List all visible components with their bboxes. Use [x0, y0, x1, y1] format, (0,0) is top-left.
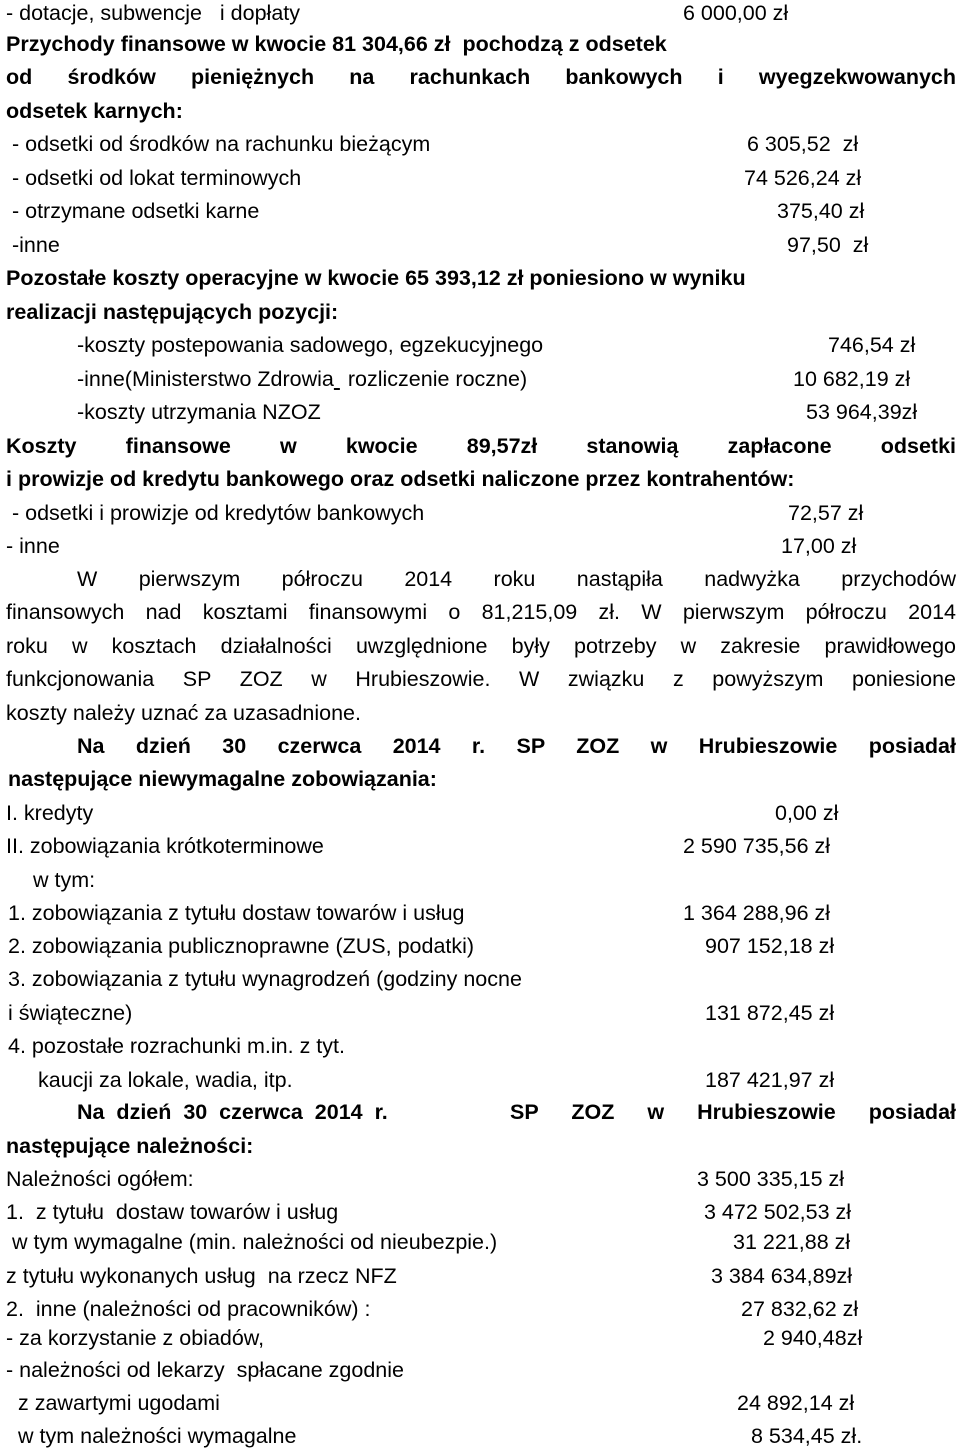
interest-current-account-label: - odsetki od środków na rachunku bieżącym: [6, 132, 431, 156]
loan-interest-label: - odsetki i prowizje od kredytów bankowych: [6, 501, 425, 525]
public-liabilities-value: 907 152,18 zł: [705, 934, 835, 958]
operating-costs-heading-line: realizacji następujących pozycji:: [6, 300, 339, 324]
ministry-settlement-label-part: rozliczenie roczne): [347, 367, 528, 391]
supply-receivables-label: 1. z tytułu dostaw towarów i usług: [6, 1200, 339, 1224]
lunch-receivables-label: - za korzystanie z obiadów,: [6, 1326, 265, 1350]
total-receivables-value: 3 500 335,15 zł: [697, 1167, 845, 1191]
liabilities-heading-line: następujące niewymagalne zobowiązania:: [8, 767, 437, 791]
employee-receivables-value: 27 832,62 zł: [741, 1297, 859, 1321]
total-receivables-label: Należności ogółem:: [6, 1167, 194, 1191]
financial-revenue-heading: Przychody finansowe w kwocie 81 304,66 zł pochodzą z odsetek: [6, 32, 667, 56]
surplus-paragraph-line: funkcjonowania SP ZOZ w Hrubieszowie. W związku z powyższym poniesione: [6, 667, 956, 691]
loan-interest-value: 72,57 zł: [788, 501, 864, 525]
surplus-paragraph-line: W pierwszym półroczu 2014 roku nastąpiła nadwyżka przychodów: [77, 567, 956, 591]
nzoz-maintenance-value: 53 964,39zł: [806, 400, 918, 424]
public-liabilities-label: 2. zobowiązania publicznoprawne (ZUS, podatki): [8, 934, 475, 958]
supply-receivables-value: 3 472 502,53 zł: [704, 1200, 852, 1224]
short-term-liabilities-label: II. zobowiązania krótkoterminowe: [6, 834, 324, 858]
financial-revenue-text-line: odsetek karnych:: [6, 99, 183, 123]
subsidies-label: - dotacje, subwencje i dopłaty: [6, 1, 300, 25]
surplus-paragraph-line: finansowych nad kosztami finansowymi o 81,215,09 zł. W pierwszym półroczu 2014: [6, 600, 956, 624]
receivables-heading-cont: SP ZOZ w Hrubieszowie posiadał: [510, 1100, 956, 1124]
interest-term-deposits-value: 74 526,24 zł: [744, 166, 862, 190]
other-settlements-label: 4. pozostałe rozrachunki m.in. z tyt.: [8, 1034, 345, 1058]
surplus-paragraph-line: roku w kosztach działalności uwzględnione były potrzeby w zakresie prawidłowego: [6, 634, 956, 658]
lunch-receivables-value: 2 940,48zł: [763, 1326, 863, 1350]
overdue-receivables-label: w tym wymagalne (min. należności od nieubezpie.): [6, 1230, 498, 1254]
financial-costs-heading-line: i prowizje od kredytu bankowego oraz odsetki naliczone przez kontrahentów:: [6, 467, 795, 491]
court-costs-value: 746,54 zł: [828, 333, 916, 357]
other-revenue-value: 97,50 zł: [787, 233, 869, 257]
interest-term-deposits-label: - odsetki od lokat terminowych: [6, 166, 302, 190]
interest-current-account-value: 6 305,52 zł: [747, 132, 859, 156]
ministry-settlement-label: [77, 366, 527, 392]
salary-liabilities-label-cont: i świąteczne): [8, 1001, 133, 1025]
subsidies-value: 6 000,00 zł: [683, 1, 789, 25]
other-settlements-label-cont: kaucji za lokale, wadia, itp.: [38, 1068, 293, 1092]
doctor-receivables-label: - należności od lekarzy spłacane zgodnie: [6, 1358, 404, 1382]
including-label: w tym:: [33, 868, 96, 892]
financial-costs-heading: Koszty finansowe w kwocie 89,57zł stanowią zapłacone odsetki: [6, 434, 956, 458]
salary-liabilities-label: 3. zobowiązania z tytułu wynagrodzeń (godziny nocne: [8, 967, 522, 991]
nzoz-maintenance-label: -koszty utrzymania NZOZ: [77, 400, 321, 424]
ministry-settlement-label-part: -inne(Ministerstwo Zdrowia: [77, 367, 334, 391]
nfz-services-label: z tytułu wykonanych usług na rzecz NFZ: [6, 1264, 397, 1288]
overdue-receivables-value: 31 221,88 zł: [733, 1230, 851, 1254]
short-term-liabilities-value: 2 590 735,56 zł: [683, 834, 831, 858]
settlement-agreements-label: z zawartymi ugodami: [18, 1391, 220, 1415]
nfz-services-value: 3 384 634,89zł: [711, 1264, 853, 1288]
supplier-liabilities-value: 1 364 288,96 zł: [683, 901, 831, 925]
financial-revenue-text-line: od środków pieniężnych na rachunkach bankowych i wyegzekwowanych: [6, 65, 956, 89]
receivables-heading: Na dzień 30 czerwca 2014 r.: [77, 1100, 388, 1124]
credits-label: I. kredyty: [6, 801, 94, 825]
settlement-agreements-value: 24 892,14 zł: [737, 1391, 855, 1415]
other-revenue-label: -inne: [6, 233, 60, 257]
other-financial-costs-value: 17,00 zł: [781, 534, 857, 558]
court-costs-label: -koszty postepowania sadowego, egzekucyjnego: [77, 333, 544, 357]
salary-liabilities-value: 131 872,45 zł: [705, 1001, 835, 1025]
liabilities-heading: Na dzień 30 czerwca 2014 r. SP ZOZ w Hrubieszowie posiadał: [77, 734, 956, 758]
other-settlements-value: 187 421,97 zł: [705, 1068, 835, 1092]
ministry-settlement-value: 10 682,19 zł: [793, 367, 911, 391]
credits-value: 0,00 zł: [775, 801, 839, 825]
supplier-liabilities-label: 1. zobowiązania z tytułu dostaw towarów i usług: [8, 901, 465, 925]
employee-receivables-label: 2. inne (należności od pracowników) :: [6, 1297, 371, 1321]
operating-costs-heading: Pozostałe koszty operacyjne w kwocie 65 393,12 zł poniesiono w wyniku: [6, 266, 746, 290]
overdue-doctor-receivables-label: w tym należności wymagalne: [18, 1424, 297, 1448]
penalty-interest-label: - otrzymane odsetki karne: [6, 199, 260, 223]
penalty-interest-value: 375,40 zł: [777, 199, 865, 223]
other-financial-costs-label: - inne: [6, 534, 60, 558]
surplus-paragraph-line: koszty należy uznać za uzasadnione.: [6, 701, 361, 725]
receivables-heading-line: następujące należności:: [6, 1134, 254, 1158]
overdue-doctor-receivables-value: 8 534,45 zł.: [751, 1424, 863, 1448]
